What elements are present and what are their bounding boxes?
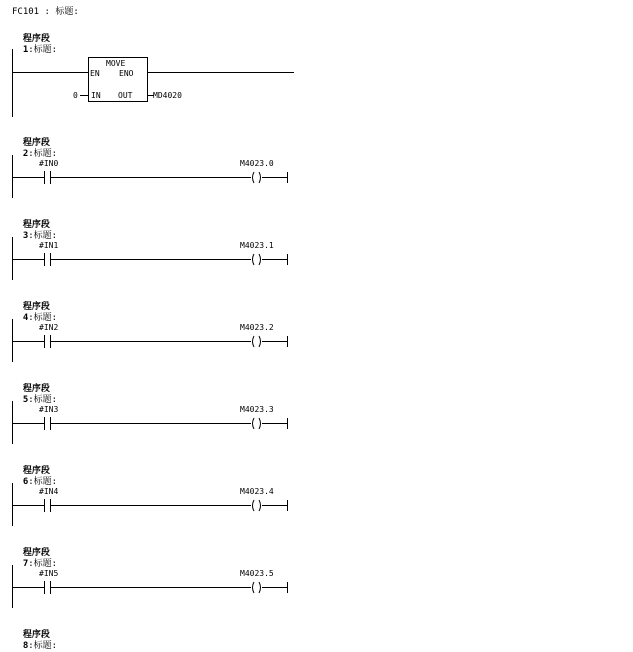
contact-operand[interactable]: #IN5 [39,569,59,578]
in-operand[interactable]: 0 [73,91,78,100]
coil-operand[interactable]: M4023.5 [240,569,274,578]
segment-title: :标题: [28,45,58,55]
segment-number: 5 [22,395,29,405]
segment-number: 4 [22,313,29,323]
network-1[interactable] [13,49,295,117]
contact-operand[interactable]: #IN4 [39,487,59,496]
segment-label: 程序段 [22,630,50,640]
segment-number: 1 [22,45,29,55]
coil-left-arc [253,500,255,511]
coil-left-arc [253,172,255,183]
segment-title: :标题: [28,395,58,405]
coil-right-arc [259,418,261,429]
contact-operand[interactable]: #IN1 [39,241,59,250]
coil-operand[interactable]: M4023.3 [240,405,274,414]
out-operand[interactable]: MD4020 [153,91,182,100]
move-title: MOVE [106,59,126,68]
contact-operand[interactable]: #IN0 [39,159,59,168]
coil-operand[interactable]: M4023.2 [240,323,274,332]
block-title: FC101 : 标题: [12,7,79,17]
coil-operand[interactable]: M4023.1 [240,241,274,250]
segment-title: :标题: [28,559,58,569]
segment-label: 程序段 [22,34,50,44]
segment-title: :标题: [28,231,58,241]
contact-operand[interactable]: #IN2 [39,323,59,332]
coil-right-arc [259,582,261,593]
segment-number: 2 [22,149,29,159]
segment-label: 程序段 [22,138,50,148]
coil-right-arc [259,336,261,347]
segment-label: 程序段 [22,302,50,312]
segment-label: 程序段 [22,384,50,394]
segment-title: :标题: [28,477,58,487]
in-pin-label: IN [91,91,101,100]
segment-title: :标题: [28,313,58,323]
segment-number: 3 [22,231,29,241]
segment-title: :标题: [28,149,58,159]
coil-operand[interactable]: M4023.0 [240,159,274,168]
en-pin-label: EN [90,69,100,78]
coil-left-arc [253,336,255,347]
coil-left-arc [253,254,255,265]
coil-right-arc [259,500,261,511]
segment-title: :标题: [28,641,58,651]
segment-number: 8 [22,641,29,651]
segment-number: 7 [22,559,29,569]
out-pin-label: OUT [118,91,133,100]
contact-operand[interactable]: #IN3 [39,405,59,414]
segment-label: 程序段 [22,548,50,558]
segment-label: 程序段 [22,466,50,476]
eno-pin-label: ENO [119,69,134,78]
coil-right-arc [259,254,261,265]
coil-right-arc [259,172,261,183]
coil-operand[interactable]: M4023.4 [240,487,274,496]
coil-left-arc [253,418,255,429]
segment-label: 程序段 [22,220,50,230]
coil-left-arc [253,582,255,593]
segment-number: 6 [22,477,29,487]
